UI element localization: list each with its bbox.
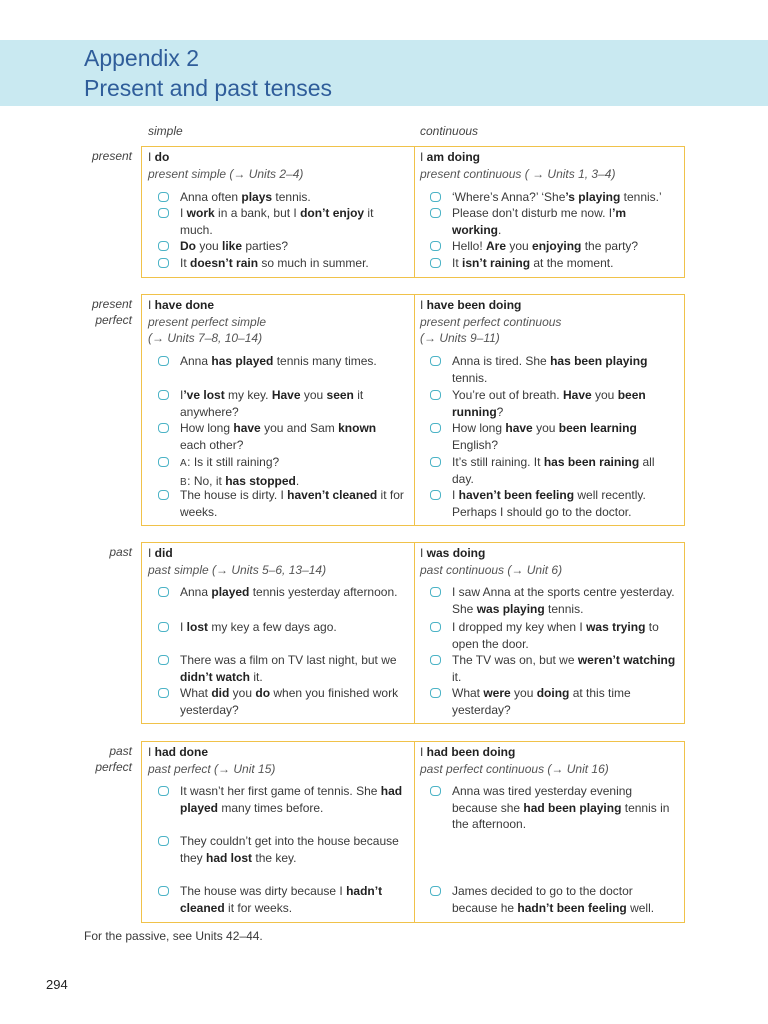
- bold-form: had been playing: [523, 800, 622, 815]
- continuous-header: [420, 742, 682, 777]
- checkbox-icon[interactable]: [430, 356, 441, 366]
- checkbox-icon[interactable]: [430, 587, 441, 597]
- bold-form: been running: [452, 388, 646, 419]
- example-text: Anna is tired. She: [452, 354, 551, 368]
- example-text: when you finished work yesterday?: [180, 686, 399, 717]
- bold-form: like: [222, 239, 243, 253]
- form-pronoun: I: [148, 150, 155, 164]
- row-label-line: perfect: [95, 760, 132, 774]
- example-text: tennis.’: [620, 190, 662, 204]
- checkbox-icon[interactable]: [158, 192, 169, 202]
- tense-name: present continuous ( → Units 1, 3–4): [420, 166, 616, 181]
- checkbox-icon[interactable]: [430, 786, 441, 796]
- example-text: : No, it: [187, 473, 226, 488]
- bold-form: do: [255, 686, 271, 700]
- bold-form: weren’t watching: [577, 653, 676, 667]
- bold-form: didn’t watch: [180, 669, 250, 684]
- example-item: [414, 454, 676, 487]
- tense-form: [148, 297, 410, 314]
- example-item: [414, 685, 676, 718]
- form-verb: had been doing: [426, 745, 516, 759]
- example-text: it much.: [180, 206, 374, 237]
- example-item: [142, 189, 404, 206]
- example-text: you: [591, 388, 618, 402]
- bold-form: were: [483, 686, 511, 700]
- tense-box: [141, 294, 685, 526]
- tense-form: [420, 297, 682, 314]
- example-text: .: [498, 222, 502, 237]
- bold-form: work: [186, 206, 215, 220]
- example-text: in a bank, but I: [214, 206, 301, 220]
- example-text: It wasn’t her first game of tennis. She: [180, 784, 381, 798]
- form-pronoun: I: [420, 150, 427, 164]
- example-text: Hello!: [452, 239, 487, 253]
- example-text: you: [300, 388, 327, 402]
- bold-form: lost: [186, 620, 209, 634]
- example-item: [142, 584, 404, 601]
- example-text: my key a few days ago.: [208, 620, 337, 634]
- example-item: [142, 238, 404, 255]
- bold-form: has been playing: [550, 354, 648, 368]
- example-text: Please don’t disturb me now. I: [452, 206, 613, 220]
- example-text: you: [506, 239, 533, 253]
- checkbox-icon[interactable]: [158, 457, 169, 467]
- bold-form: ’m working: [452, 206, 627, 237]
- example-text: I saw Anna at the sports centre yesterday. She: [452, 585, 675, 616]
- example-text: my key.: [224, 388, 272, 402]
- example-item: [142, 652, 404, 685]
- form-pronoun: I: [420, 546, 427, 560]
- example-item: [142, 487, 404, 520]
- simple-header: [148, 295, 410, 347]
- bold-form: plays: [241, 190, 273, 204]
- bold-form: played: [211, 585, 250, 599]
- example-text: The house was dirty because I: [180, 884, 347, 898]
- example-text: Anna: [180, 354, 212, 368]
- form-verb: have been doing: [426, 298, 522, 312]
- bold-form: was playing: [476, 601, 545, 616]
- example-text: .: [295, 473, 300, 488]
- form-pronoun: I: [420, 745, 427, 759]
- checkbox-icon[interactable]: [430, 886, 441, 896]
- column-header-continuous: continuous: [420, 124, 479, 138]
- example-item: [142, 255, 404, 272]
- example-text: I: [180, 620, 187, 634]
- form-verb: was doing: [426, 546, 486, 560]
- example-text: you: [229, 686, 256, 700]
- checkbox-icon[interactable]: [158, 587, 169, 597]
- tense-name: past simple (→ Units 5–6, 13–14): [148, 562, 327, 577]
- simple-header: [148, 742, 410, 777]
- example-text: : Is it still raining?: [187, 455, 280, 469]
- row-label-line: past: [109, 545, 132, 559]
- example-item: [414, 420, 676, 453]
- tense-name: present simple (→ Units 2–4): [148, 166, 304, 181]
- example-item: [414, 584, 676, 617]
- example-item: [414, 652, 676, 685]
- example-text: It: [452, 256, 463, 270]
- checkbox-icon[interactable]: [158, 836, 169, 846]
- checkbox-icon[interactable]: [158, 258, 169, 268]
- example-text: They couldn’t get into the house because they: [180, 834, 399, 865]
- bold-form: hadn’t cleaned: [180, 884, 383, 915]
- example-text: each other?: [180, 437, 244, 452]
- example-item: [142, 353, 404, 370]
- bold-form: been learning: [558, 421, 637, 435]
- example-text: tennis.: [272, 190, 311, 204]
- form-verb: had done: [154, 745, 209, 759]
- bold-form: don’t enjoy: [300, 206, 365, 220]
- bold-form: has played: [211, 354, 274, 368]
- example-item: [142, 833, 404, 866]
- example-item: [414, 189, 676, 206]
- bold-form: Have: [562, 388, 592, 402]
- continuous-header: [420, 543, 682, 578]
- appendix-label: Appendix 2: [84, 45, 200, 71]
- example-item: [414, 883, 676, 916]
- tense-form: [420, 744, 682, 761]
- form-verb: have done: [154, 298, 215, 312]
- row-label: [70, 148, 132, 164]
- tense-box: [141, 146, 685, 278]
- example-text: I: [180, 388, 184, 402]
- checkbox-icon[interactable]: [158, 241, 169, 251]
- tense-box: [141, 741, 685, 923]
- example-text: parties?: [242, 239, 289, 253]
- bold-form: have: [233, 421, 261, 435]
- checkbox-icon[interactable]: [158, 886, 169, 896]
- example-text: the party?: [581, 239, 639, 253]
- example-item: [142, 454, 404, 491]
- speaker-label: B: [180, 476, 188, 488]
- tense-form: [148, 545, 410, 562]
- bold-form: had lost: [206, 850, 253, 865]
- example-text: to open the door.: [452, 620, 659, 651]
- example-text: How long: [180, 421, 234, 435]
- form-pronoun: I: [148, 298, 155, 312]
- bold-form: isn’t raining: [462, 256, 531, 270]
- bold-form: doing: [536, 686, 570, 700]
- checkbox-icon[interactable]: [158, 490, 169, 500]
- example-item: [142, 619, 404, 636]
- example-item: [142, 783, 404, 816]
- example-text: it anywhere?: [180, 388, 364, 419]
- continuous-header: [420, 295, 682, 347]
- row-label: [70, 743, 132, 775]
- example-item: [142, 883, 404, 916]
- bold-form: haven’t cleaned: [287, 488, 378, 502]
- example-text: What: [452, 686, 484, 700]
- example-text: it.: [250, 669, 263, 684]
- example-text: well recently. Perhaps I should go to the doctor.: [452, 488, 646, 519]
- example-text: tennis many times.: [273, 354, 377, 368]
- page-title: Present and past tenses: [84, 75, 333, 101]
- example-text: ?: [496, 404, 504, 419]
- checkbox-icon[interactable]: [430, 241, 441, 251]
- continuous-header: [420, 147, 682, 182]
- checkbox-icon[interactable]: [158, 390, 169, 400]
- example-item: [414, 205, 676, 238]
- form-verb: did: [154, 546, 173, 560]
- example-text: Anna: [180, 585, 212, 599]
- example-text: all day.: [452, 455, 655, 486]
- bold-form: have: [505, 421, 533, 435]
- form-pronoun: I: [148, 745, 155, 759]
- example-item: [414, 487, 676, 520]
- tense-form: [148, 744, 410, 761]
- checkbox-icon[interactable]: [430, 208, 441, 218]
- example-text: you: [196, 239, 223, 253]
- checkbox-icon[interactable]: [158, 423, 169, 433]
- example-item: [414, 238, 676, 255]
- checkbox-icon[interactable]: [430, 192, 441, 202]
- example-text: The house is dirty. I: [180, 488, 288, 502]
- tense-form: [420, 149, 682, 166]
- example-item: [414, 783, 676, 833]
- page-number: 294: [46, 977, 68, 992]
- row-label: [70, 296, 132, 328]
- bold-form: seen: [326, 388, 354, 402]
- row-label-line: past: [109, 744, 132, 758]
- example-text: so much in summer.: [258, 256, 369, 270]
- form-pronoun: I: [420, 298, 427, 312]
- example-text: it.: [452, 669, 462, 684]
- tense-box: [141, 542, 685, 724]
- speaker-label: A: [180, 458, 188, 469]
- form-verb: do: [154, 150, 170, 164]
- checkbox-icon[interactable]: [158, 208, 169, 218]
- example-text: English?: [452, 437, 499, 452]
- bold-form: Do: [180, 239, 196, 253]
- simple-header: [148, 147, 410, 182]
- form-verb: am doing: [426, 150, 481, 164]
- tense-name: past continuous (→ Unit 6): [420, 562, 563, 577]
- example-text: Anna was tired yesterday evening because she: [452, 784, 633, 815]
- example-text: What: [180, 686, 212, 700]
- example-text: the key.: [252, 850, 297, 865]
- example-text: at this time yesterday?: [452, 686, 631, 717]
- example-text: tennis in the afternoon.: [452, 800, 670, 831]
- example-text: I: [452, 488, 459, 502]
- bold-form: has stopped: [225, 473, 296, 488]
- bold-form: ’ve lost: [183, 388, 225, 402]
- example-item: [414, 619, 676, 652]
- tense-name: past perfect continuous (→ Unit 16): [420, 761, 609, 776]
- checkbox-icon[interactable]: [430, 622, 441, 632]
- bold-form: known: [338, 421, 377, 435]
- example-text: I: [180, 206, 187, 220]
- bold-form: has been raining: [543, 455, 640, 469]
- bold-form: haven’t been feeling: [458, 488, 575, 502]
- example-item: [142, 420, 404, 453]
- example-text: I dropped my key when I: [452, 620, 587, 634]
- tense-form: [148, 149, 410, 166]
- column-header-simple: simple: [148, 124, 183, 138]
- simple-header: [148, 543, 410, 578]
- example-text: you: [510, 686, 537, 700]
- tense-units: (→ Units 7–8, 10–14): [148, 331, 263, 345]
- example-text: You’re out of breath.: [452, 388, 563, 402]
- checkbox-icon[interactable]: [430, 258, 441, 268]
- example-text: There was a film on TV last night, but we: [180, 653, 397, 667]
- example-text: it for weeks.: [180, 488, 404, 519]
- bold-form: did: [211, 686, 230, 700]
- checkbox-icon[interactable]: [158, 786, 169, 796]
- bold-form: had played: [180, 784, 403, 815]
- example-text: It’s still raining. It: [452, 455, 544, 469]
- checkbox-icon[interactable]: [158, 688, 169, 698]
- example-text: The TV was on, but we: [452, 653, 578, 667]
- example-text: tennis.: [544, 601, 584, 616]
- checkbox-icon[interactable]: [430, 490, 441, 500]
- row-label: [70, 544, 132, 560]
- bold-form: Have: [271, 388, 301, 402]
- bold-form: hadn’t been feeling: [517, 900, 627, 915]
- example-text: James decided to go to the doctor because he: [452, 884, 633, 915]
- example-item: [414, 387, 676, 420]
- example-text: How long: [452, 421, 506, 435]
- bold-form: ’s playing: [565, 190, 621, 204]
- example-text: Anna often: [180, 190, 242, 204]
- footnote: For the passive, see Units 42–44.: [84, 929, 263, 943]
- example-item: [142, 387, 404, 420]
- tense-form: [420, 545, 682, 562]
- example-text: tennis yesterday afternoon.: [249, 585, 398, 599]
- example-text: ‘Where’s Anna?’ ‘She: [452, 190, 566, 204]
- checkbox-icon[interactable]: [430, 423, 441, 433]
- bold-form: doesn’t rain: [190, 256, 259, 270]
- example-text: it for weeks.: [224, 900, 293, 915]
- tense-name: present perfect continuous: [420, 314, 562, 329]
- row-label-line: present: [91, 297, 132, 311]
- checkbox-icon[interactable]: [430, 457, 441, 467]
- example-text: tennis.: [452, 370, 488, 385]
- example-item: [414, 353, 676, 386]
- checkbox-icon[interactable]: [430, 390, 441, 400]
- checkbox-icon[interactable]: [430, 688, 441, 698]
- tense-units: (→ Units 9–11): [420, 331, 500, 345]
- bold-form: was trying: [586, 620, 646, 634]
- checkbox-icon[interactable]: [430, 655, 441, 665]
- example-text: It: [180, 256, 191, 270]
- tense-name: past perfect (→ Unit 15): [148, 761, 276, 776]
- example-item: [142, 205, 404, 238]
- checkbox-icon[interactable]: [158, 356, 169, 366]
- example-text: you: [532, 421, 559, 435]
- example-text: well.: [626, 900, 655, 915]
- example-text: at the moment.: [530, 256, 614, 270]
- bold-form: Are: [486, 239, 507, 253]
- title-banner: [0, 40, 768, 106]
- form-pronoun: I: [148, 546, 155, 560]
- checkbox-icon[interactable]: [158, 622, 169, 632]
- example-item: [414, 255, 676, 272]
- example-item: [142, 685, 404, 718]
- example-text: many times before.: [218, 800, 324, 815]
- row-label-line: present: [91, 149, 132, 163]
- tense-name: present perfect simple: [148, 314, 267, 329]
- checkbox-icon[interactable]: [158, 655, 169, 665]
- row-label-line: perfect: [95, 313, 132, 327]
- example-text: you and Sam: [260, 421, 339, 435]
- bold-form: enjoying: [532, 239, 582, 253]
